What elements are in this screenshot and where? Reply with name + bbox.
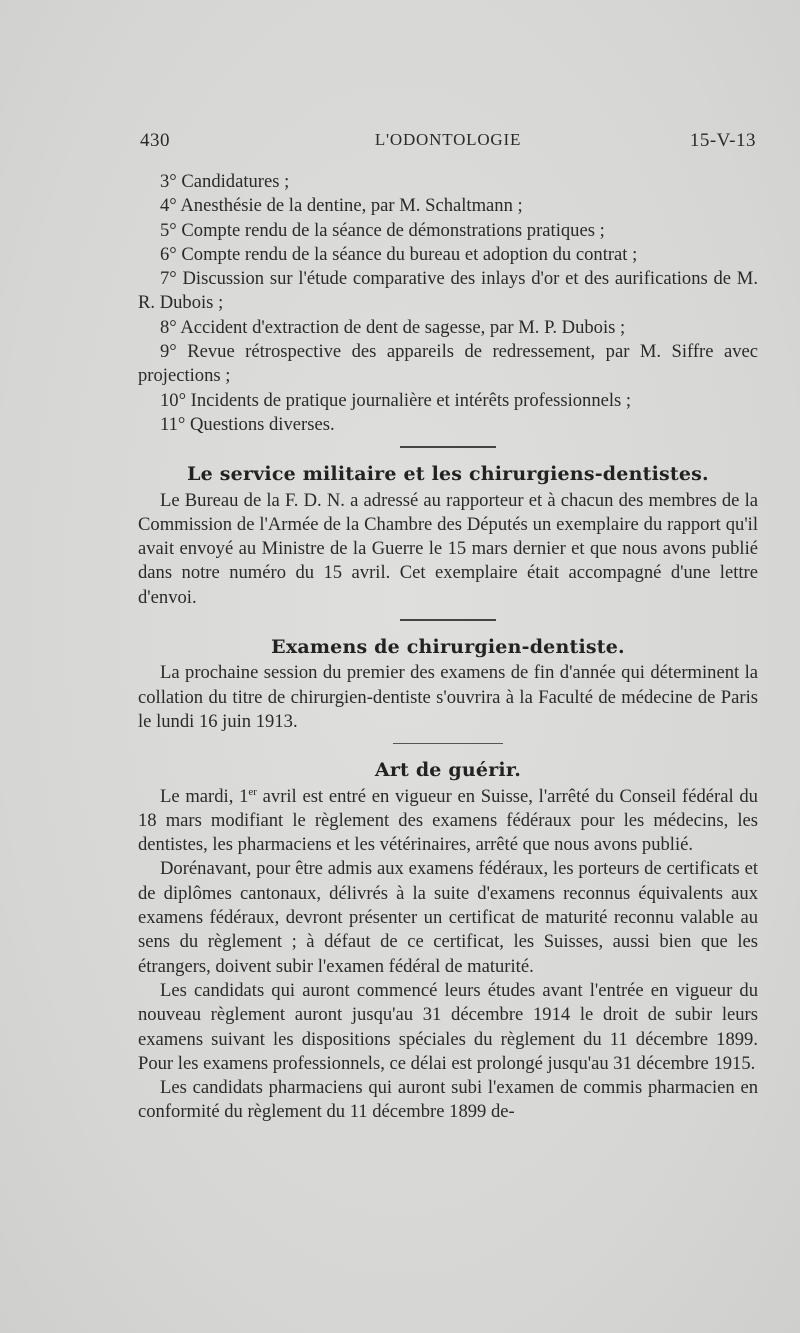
section-paragraph: Les candidats pharmaciens qui auront subi l'examen de commis pharmacien en conformité du règlement du 11 décembre 1899 de-	[138, 1077, 758, 1123]
section-title-art-de-guerir: Art de guérir.	[374, 759, 522, 782]
ordinal-superscript: er	[248, 785, 257, 798]
section-divider	[400, 619, 496, 621]
text-segment: avril est entré en vigueur en Suisse, l'arrêté du Conseil fédéral du 18 mars modifiant le règlement des examens fédéraux pour les médecins, les dentistes, les pharmaciens et les vétérinaires, arrêté que nous avons publié.	[138, 785, 758, 856]
running-header	[140, 130, 756, 156]
agenda-item: 10° Incidents de pratique journalière et intérêts professionnels ;	[160, 389, 632, 411]
agenda-item: 9° Revue rétrospective des appareils de redressement, par M. Siffre avec projections ;	[138, 341, 758, 387]
agenda-list	[138, 170, 758, 437]
section-divider	[400, 446, 496, 448]
section-paragraph: Les candidats qui auront commencé leurs études avant l'entrée en vigueur du nouveau règlement auront jusqu'au 31 décembre 1914 le droit de subir leurs examens suivant les dispositions spéciales du règlement du 11 décembre 1899. Pour les examens professionnels, ce délai est prolongé jusqu'au 31 décembre 1915.	[138, 979, 758, 1074]
issue-date: 15-V-13	[689, 130, 756, 151]
agenda-item: 5° Compte rendu de la séance de démonstrations pratiques ;	[160, 219, 605, 241]
agenda-item: 3° Candidatures ;	[160, 171, 290, 192]
agenda-item: 8° Accident d'extraction de dent de sagesse, par M. P. Dubois ;	[160, 316, 626, 338]
agenda-item: 6° Compte rendu de la séance du bureau et adoption du contrat ;	[160, 243, 638, 265]
page-number: 430	[140, 130, 170, 151]
section-title-service-militaire: Le service militaire et les chirurgiens-dentistes.	[187, 463, 709, 486]
agenda-item: 7° Discussion sur l'étude comparative des inlays d'or et des aurifications de M. R. Dubois ;	[138, 268, 758, 314]
section-paragraph: La prochaine session du premier des examens de fin d'année qui déterminent la collation du titre de chirurgien-dentiste s'ouvrira à la Faculté de médecine de Paris le lundi 16 juin 1913.	[138, 662, 758, 732]
journal-title: L'ODONTOLOGIE	[374, 130, 522, 149]
page-body	[138, 170, 758, 1125]
section-divider	[393, 743, 503, 744]
section-paragraph: Le Bureau de la F. D. N. a adressé au rapporteur et à chacun des membres de la Commission de l'Armée de la Chambre des Députés un exemplaire du rapport qu'il avait envoyé au Ministre de la Guerre le 15 mars dernier et que nous avons publié dans notre numéro du 15 avril. Cet exemplaire était accompagné d'une lettre d'envoi.	[138, 489, 758, 608]
section-paragraph: Dorénavant, pour être admis aux examens fédéraux, les porteurs de certificats et de diplômes cantonaux, délivrés à la suite d'examens reconnus équivalents aux examens fédéraux, devront présenter un certificat de maturité reconnu valable au sens du règlement ; à défaut de ce certificat, les Suisses, aussi bien que les étrangers, doivent subir l'examen fédéral de maturité.	[138, 858, 758, 977]
agenda-item: 11° Questions diverses.	[160, 413, 335, 435]
section-paragraph	[138, 785, 758, 858]
section-title-examens: Examens de chirurgien-dentiste.	[271, 636, 625, 659]
text-segment: Le mardi, 1	[160, 785, 249, 807]
agenda-item: 4° Anesthésie de la dentine, par M. Schaltmann ;	[160, 195, 523, 217]
